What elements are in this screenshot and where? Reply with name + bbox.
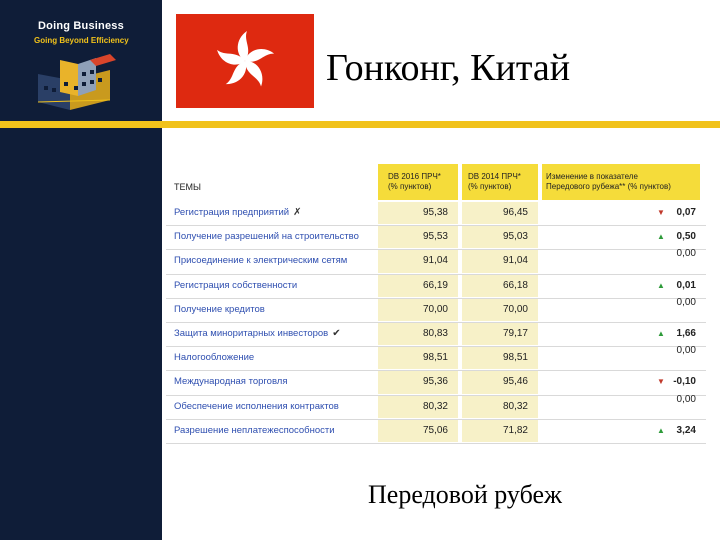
value-2014: 96,45 xyxy=(502,207,528,218)
arrow-up-icon: ▲ xyxy=(657,232,665,242)
hong-kong-flag-icon xyxy=(176,14,314,108)
value-2014: 70,00 xyxy=(502,303,528,315)
change-value: 0,00 xyxy=(676,393,696,405)
value-2014: 79,17 xyxy=(502,328,528,339)
table-row-topic xyxy=(174,425,335,436)
change-value: 0,01 xyxy=(676,279,696,291)
arrow-up-icon: ▲ xyxy=(657,329,665,338)
value-2014: 91,04 xyxy=(502,255,528,267)
arrow-up-icon: ▲ xyxy=(657,280,665,290)
col-change-header-line1: Изменение в показателе xyxy=(546,172,638,181)
col-2014-header-line1: DB 2014 ПРЧ* xyxy=(468,172,521,181)
value-2016: 75,06 xyxy=(422,424,448,436)
check-mark-icon: ✔ xyxy=(332,328,341,339)
value-2016: 91,04 xyxy=(422,255,448,267)
col-change-header-line2: Передового рубежа** (% пунктов) xyxy=(546,182,671,191)
topic-label: Регистрация собственности xyxy=(174,279,298,291)
logo-title: Doing Business xyxy=(38,20,124,32)
value-2014: 95,46 xyxy=(502,376,528,388)
table-row-topic xyxy=(174,401,339,412)
change-value: 1,66 xyxy=(676,328,696,339)
topic-label: Налогообложение xyxy=(174,352,255,364)
indicators-table xyxy=(166,160,706,450)
topic-label: Присоединение к электрическим сетям xyxy=(174,255,348,267)
value-2014: 71,82 xyxy=(502,424,528,436)
change-value: -0,10 xyxy=(673,376,696,388)
col-2016-header-line1: DB 2016 ПРЧ* xyxy=(388,172,441,181)
table-row-topic xyxy=(174,280,297,291)
gold-divider xyxy=(0,121,720,128)
table-row-topic xyxy=(174,352,254,363)
arrow-up-icon: ▲ xyxy=(657,425,665,435)
col-change-header xyxy=(546,172,671,192)
topics-header: ТЕМЫ xyxy=(174,182,201,192)
table-row-topic xyxy=(174,207,301,218)
col-2014-header xyxy=(468,172,521,192)
topic-label: Разрешение неплатежеспособности xyxy=(174,424,335,436)
value-2014: 95,03 xyxy=(502,231,528,243)
topic-label: Защита миноритарных инвесторов xyxy=(174,328,329,339)
logo-subtitle: Going Beyond Efficiency xyxy=(34,36,129,45)
change-value: 0,50 xyxy=(676,231,696,243)
value-2016: 95,36 xyxy=(422,376,448,388)
arrow-down-icon: ▼ xyxy=(657,208,665,217)
col-2016-header xyxy=(388,172,441,192)
col-2014-header-line2: (% пунктов) xyxy=(468,182,512,191)
value-2016: 80,83 xyxy=(422,328,448,339)
col-2016-header-line2: (% пунктов) xyxy=(388,182,432,191)
value-2016: 95,53 xyxy=(422,231,448,243)
topic-label: Регистрация предприятий xyxy=(174,207,290,218)
value-2016: 70,00 xyxy=(422,303,448,315)
value-2014: 66,18 xyxy=(502,279,528,291)
row-divider xyxy=(166,443,706,444)
value-2014: 98,51 xyxy=(502,352,528,364)
change-value: 0,07 xyxy=(676,207,696,218)
logo-panel xyxy=(0,0,162,121)
topic-label: Получение разрешений на строительство xyxy=(174,231,359,243)
change-value: 0,00 xyxy=(676,296,696,308)
change-value: 0,00 xyxy=(676,248,696,260)
change-value: 3,24 xyxy=(676,424,696,436)
value-2016: 98,51 xyxy=(422,352,448,364)
arrow-down-icon: ▼ xyxy=(657,377,665,387)
value-2014: 80,32 xyxy=(502,400,528,412)
value-2016: 66,19 xyxy=(422,279,448,291)
table-row-topic xyxy=(174,231,359,242)
topic-label: Обеспечение исполнения контрактов xyxy=(174,400,339,412)
table-row-topic xyxy=(174,376,287,387)
value-2016: 95,38 xyxy=(422,207,448,218)
building-logo-icon xyxy=(30,52,130,112)
slide-title: Гонконг, Китай xyxy=(326,47,571,89)
table-row-topic xyxy=(174,255,347,266)
value-2016: 80,32 xyxy=(422,400,448,412)
cross-mark-icon: ✗ xyxy=(293,207,302,218)
table-row-topic xyxy=(174,304,265,315)
topic-label: Международная торговля xyxy=(174,376,288,388)
table-row-topic xyxy=(174,328,341,339)
slide-footer-title: Передовой рубеж xyxy=(368,480,562,509)
topic-label: Получение кредитов xyxy=(174,303,265,315)
change-value: 0,00 xyxy=(676,345,696,357)
